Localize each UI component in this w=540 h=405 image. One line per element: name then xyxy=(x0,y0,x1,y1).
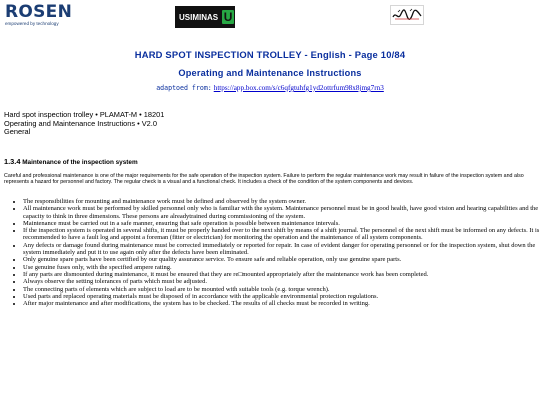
list-item: • Any defects or damage found during maintenance must be corrected immediately or reported for repair. In case of evident danger for operating personnel or for the inspection system, shut down the system immediately and put it to use again only after the defects have been eliminated. xyxy=(23,242,540,257)
intro-paragraph: Careful and professional maintenance is one of the major requirements for the safe operation of the inspection system. Failure to perform the regular maintenance work may result in failure of the inspection system and also represents a hazard for personnel and factory. The regular check is a visual and a functional check. It includes a check of the condition of the system components and devices. xyxy=(4,173,524,186)
signature-logo-icon xyxy=(390,5,424,25)
section-heading xyxy=(4,157,138,166)
list-item: • If the inspection system is operated in several shifts, it must be properly handed over to the next shift by means of a shift journal. The personnel of the next shift must be informed on any defects. It is recommended to have a fault log and appoint a foreman (fitter or electrician) for monitoring the operation and the maintenance of all system components. xyxy=(23,227,540,242)
maintenance-rules-list xyxy=(13,198,540,307)
page-title: HARD SPOT INSPECTION TROLLEY - English - Page 10/84 xyxy=(134,49,406,60)
list-item: • Maintenance must be carried out in a safe manner, ensuring that safe operation is possible between maintenance intervals. xyxy=(23,220,540,227)
source-link[interactable]: https://app.box.com/s/c6qfgtuhfg1yd2ottrfum98x8jmg7rn3 xyxy=(213,84,384,92)
list-item: • The responsibilities for mounting and maintenance work must be defined and observed by the system owner. xyxy=(23,198,540,205)
list-item: • The connecting parts of elements which are subject to load are to be mounted with suitable tools (e.g. torque wrench). xyxy=(23,286,540,293)
list-item: • If any parts are dismounted during maintenance, it must be ensured that they are re□mounted appropriately after the maintenance work has been completed. xyxy=(23,271,540,278)
page-subtitle: Operating and Maintenance Instructions xyxy=(178,68,362,78)
rosen-logo-tagline: empowered by technology xyxy=(5,21,59,26)
list-item: • Use genuine fuses only, with the specified ampere rating. xyxy=(23,264,540,271)
list-item: • All maintenance work must be performed by skilled personnel only who is familiar with the system. Maintenance personnel must be in good health, have good vision and hearing capabilities and the capacity to think in three dimensions. These persons are alreadytrained during commissioning of the system. xyxy=(23,205,540,220)
source-line xyxy=(0,84,540,92)
source-label: adaptoed from: xyxy=(156,84,212,92)
meta-line-manual: Operating and Maintenance Instructions • V2.0 xyxy=(4,118,157,128)
document-meta xyxy=(4,111,164,137)
list-item: • After major maintenance and after modifications, the system has to be checked. The results of all checks must be recorded in writing. xyxy=(23,300,540,307)
rosen-logo-name: ROSEN xyxy=(5,2,73,22)
list-item: • Always observe the setting tolerances of parts which must be adjusted. xyxy=(23,278,540,285)
meta-line-product: Hard spot inspection trolley • PLAMAT-M • 18201 xyxy=(4,110,165,119)
section-title: Maintenance of the inspection system xyxy=(22,159,138,166)
usiminas-logo-mark: U xyxy=(223,10,233,24)
meta-line-category: General xyxy=(4,127,31,137)
rosen-logo xyxy=(5,4,79,28)
list-item: • Only genuine spare parts have been certified by our quality assurance service. To ensure safe and reliable operation, only use genuine spare parts. xyxy=(23,256,540,263)
list-item: • Used parts and replaced operating materials must be disposed of in accordance with the applicable environmental protection regulations. xyxy=(23,293,540,300)
section-number: 1.3.4 xyxy=(4,157,21,166)
usiminas-logo xyxy=(175,6,235,28)
usiminas-logo-name: USIMINAS xyxy=(179,12,219,22)
